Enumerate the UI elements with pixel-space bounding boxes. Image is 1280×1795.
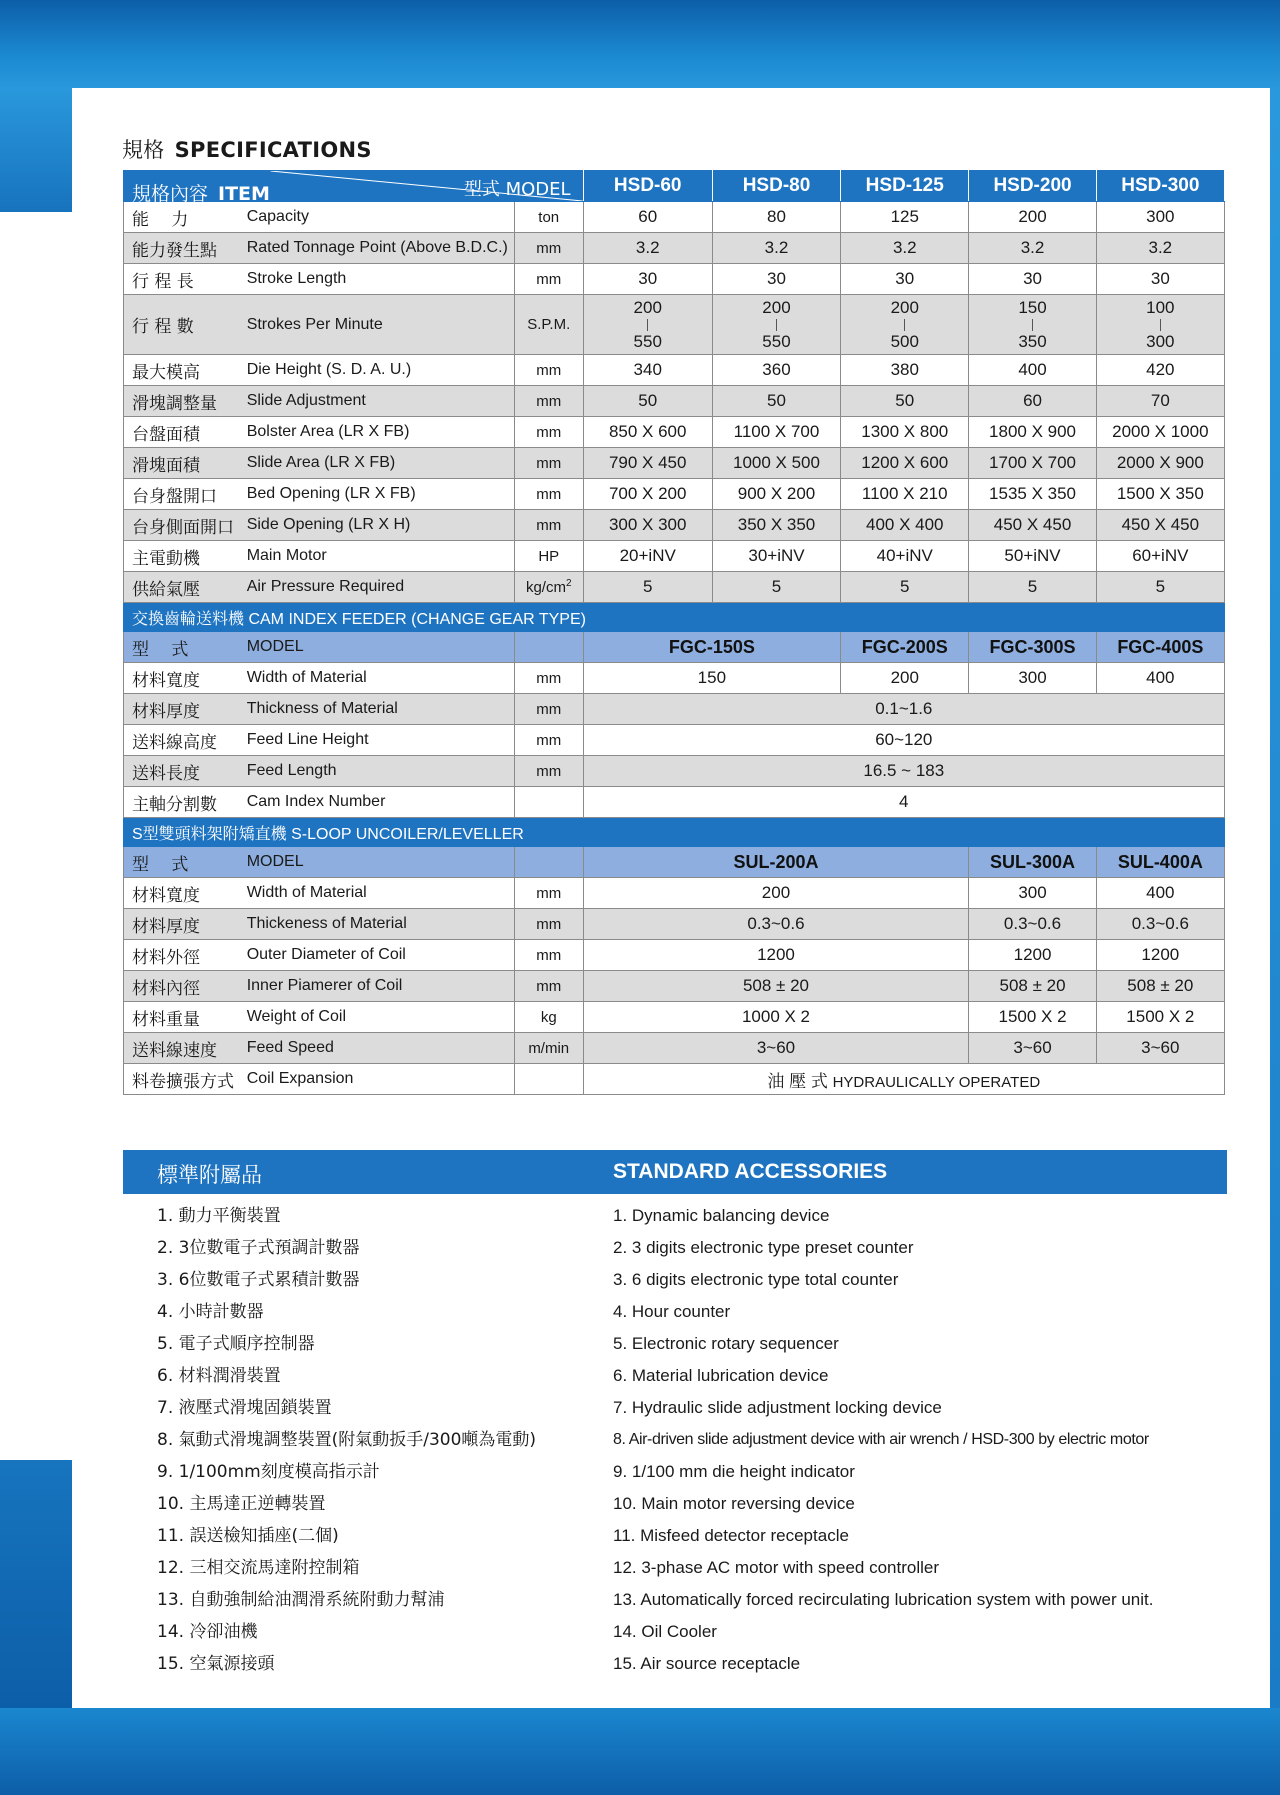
row-unit [514,355,583,386]
range-max: 300 [1146,331,1175,351]
model-header-cell: HSD-125 [841,171,969,202]
row-unit [514,510,583,541]
spec-row [124,479,1225,510]
value-cell: 50 [712,386,840,417]
row-label-zh: 能力發生點 [124,233,243,264]
accessory-item: 10. 主馬達正逆轉裝置 [157,1494,326,1514]
spec-row [124,1033,1225,1064]
value-cell: 60+iNV [1096,541,1224,572]
range-max: 550 [633,331,662,351]
table-header-row [124,171,1225,202]
row-unit: mm [514,694,583,725]
unit-text: mm [536,485,562,503]
row-label-en: Main Motor [243,541,515,572]
value-zh: 油 壓 式 [767,1071,828,1091]
row-label-en: Width of Material [243,663,515,694]
unit-text: ton [538,208,560,226]
row-unit [514,632,583,663]
row-label-zh: 型 式 [124,847,243,878]
spec-row [124,202,1225,233]
row-label-en: Weight of Coil [243,1002,515,1033]
value-cell: 3.2 [969,233,1096,264]
model-name-cell: FGC-150S [583,632,841,663]
row-label-zh: 供給氣壓 [124,572,243,603]
row-unit [514,386,583,417]
row-label-en: Feed Speed [243,1033,515,1064]
value-cell: 508 ± 20 [969,971,1096,1002]
model-header-cell: HSD-60 [583,171,712,202]
row-label-en: Bolster Area (LR X FB) [243,417,515,448]
value-cell: 5 [969,572,1096,603]
accessory-item: 13. Automatically forced recirculating lubrication system with power unit. [613,1590,1154,1609]
value-cell: 50+iNV [969,541,1096,572]
accessory-item: 3. 6位數電子式累積計數器 [157,1270,360,1290]
range-stack [1097,299,1224,351]
value-cell: 40+iNV [841,541,969,572]
value-cell: 1100 X 700 [712,417,840,448]
row-label-en: Capacity [243,202,515,233]
specifications-title-en: SPECIFICATIONS [174,138,372,162]
row-label-en: Rated Tonnage Point (Above B.D.C.) [243,233,515,264]
accessory-item: 7. Hydraulic slide adjustment locking device [613,1398,942,1417]
uncoiler-section-title: S型雙頭料架附矯直機 S-LOOP UNCOILER/LEVELLER [124,818,1225,847]
accessory-item: 15. Air source receptacle [613,1654,801,1673]
row-label-zh: 材料內徑 [124,971,243,1002]
value-cell: 340 [583,355,712,386]
unit-text: mm [536,392,562,410]
row-label-zh: 材料寬度 [124,663,243,694]
row-label-en: Strokes Per Minute [243,295,515,355]
value-cell: 300 [969,878,1096,909]
accessory-item: 8. Air-driven slide adjustment device with air wrench / HSD-300 by electric motor [613,1431,1149,1448]
row-label-en: Thickeness of Material [243,909,515,940]
spec-row [124,355,1225,386]
row-label-zh: 行 程 長 [124,264,243,295]
model-name-cell: FGC-200S [841,632,969,663]
spec-row [124,541,1225,572]
spec-row [124,940,1225,971]
unit-text: mm [536,423,562,441]
spec-row [124,264,1225,295]
row-label-zh: 材料重量 [124,1002,243,1033]
row-label-zh: 台身側面開口 [124,510,243,541]
value-cell: 2000 X 900 [1096,448,1224,479]
model-name-cell: FGC-400S [1096,632,1224,663]
value-cell: 450 X 450 [1096,510,1224,541]
row-label-zh: 滑塊面積 [124,448,243,479]
bottom-banner [0,1708,1280,1795]
row-unit [514,572,583,603]
value-cell: 70 [1096,386,1224,417]
value-cell: 1200 [583,940,969,971]
accessory-item: 15. 空氣源接頭 [157,1654,275,1674]
accessory-item: 8. 氣動式滑塊調整裝置(附氣動扳手/300噸為電動) [157,1430,537,1450]
row-unit: kg [514,1002,583,1033]
unit-text: kg/cm [525,579,566,596]
row-label-en: Bed Opening (LR X FB) [243,479,515,510]
model-label: 型式 MODEL [463,179,571,200]
value-cell: 1500 X 2 [969,1002,1096,1033]
accessory-item: 9. 1/100mm刻度模高指示計 [157,1462,380,1482]
value-cell: 60 [583,202,712,233]
spec-row [124,725,1225,756]
accessory-item: 11. 誤送檢知插座(二個) [157,1526,339,1546]
value-cell: 1200 X 600 [841,448,969,479]
row-label-en: Side Opening (LR X H) [243,510,515,541]
row-unit: mm [514,909,583,940]
row-label-zh: 送料線高度 [124,725,243,756]
row-unit [514,233,583,264]
range-min: 100 [1146,297,1175,317]
value-cell: 508 ± 20 [583,971,969,1002]
spec-row [124,971,1225,1002]
value-cell: 850 X 600 [583,417,712,448]
model-name-cell: FGC-300S [969,632,1096,663]
item-model-header [124,171,584,205]
value-cell: 3.2 [841,233,969,264]
value-cell: 16.5 ~ 183 [583,756,1224,787]
right-edge-bar [1270,88,1280,1708]
range-max: 500 [890,331,919,351]
unit-text: mm [536,270,562,288]
row-label-zh: 最大模高 [124,355,243,386]
value-cell: 1000 X 500 [712,448,840,479]
value-cell: 5 [841,572,969,603]
spec-row [124,417,1225,448]
value-cell: 60 [969,386,1096,417]
spec-row [124,694,1225,725]
row-label-en: Outer Diameter of Coil [243,940,515,971]
range-cell [1096,295,1224,355]
value-cell: 420 [1096,355,1224,386]
value-cell: 790 X 450 [583,448,712,479]
value-cell: 1700 X 700 [969,448,1096,479]
value-cell: 3~60 [969,1033,1096,1064]
row-label-zh: 送料線速度 [124,1033,243,1064]
value-cell: 900 X 200 [712,479,840,510]
row-unit: mm [514,756,583,787]
range-stack [969,299,1095,351]
model-header-cell: HSD-200 [969,171,1096,202]
accessory-item: 5. 電子式順序控制器 [157,1334,315,1354]
unit-superscript: 2 [565,578,572,589]
value-cell: 4 [583,787,1224,818]
row-label-zh: 台身盤開口 [124,479,243,510]
item-label-en: ITEM [218,183,270,205]
row-label-zh: 材料外徑 [124,940,243,971]
unit-text: mm [536,454,562,472]
value-cell: 1000 X 2 [583,1002,969,1033]
accessory-item: 1. 動力平衡裝置 [157,1206,281,1226]
accessory-item: 6. 材料潤滑裝置 [157,1366,281,1386]
row-label-zh: 主軸分割數 [124,787,243,818]
range-cell [712,295,840,355]
value-cell: 700 X 200 [583,479,712,510]
model-name-cell: SUL-300A [969,847,1096,878]
spec-row [124,878,1225,909]
value-cell: 400 [969,355,1096,386]
spec-row [124,386,1225,417]
spec-row [124,572,1225,603]
row-unit [514,264,583,295]
specifications-title [122,134,372,164]
value-cell: 1200 [1096,940,1224,971]
left-accent-bar-bottom [0,1460,72,1710]
value-cell: 450 X 450 [969,510,1096,541]
item-label-zh: 規格內容 [132,183,209,205]
row-label-zh: 型 式 [124,632,243,663]
row-label-en: Inner Piamerer of Coil [243,971,515,1002]
value-cell: 350 X 350 [712,510,840,541]
model-header-cell: HSD-300 [1096,171,1224,202]
value-cell: 200 [969,202,1096,233]
row-label-en: Air Pressure Required [243,572,515,603]
value-cell: 50 [583,386,712,417]
value-cell: 1500 X 350 [1096,479,1224,510]
value-cell: 1200 [969,940,1096,971]
value-cell: 400 [1096,663,1224,694]
accessories-header [123,1150,1227,1194]
range-min: 200 [762,297,791,317]
accessory-item: 6. Material lubrication device [613,1366,829,1385]
row-unit: mm [514,725,583,756]
row-unit [514,787,583,818]
value-cell: 508 ± 20 [1096,971,1224,1002]
value-cell: 400 X 400 [841,510,969,541]
value-cell: 1800 X 900 [969,417,1096,448]
row-unit: mm [514,940,583,971]
accessory-item: 12. 3-phase AC motor with speed controller [613,1558,940,1577]
range-divider [1032,319,1033,331]
value-cell: 380 [841,355,969,386]
row-label-zh: 料卷擴張方式 [124,1064,243,1095]
value-cell: 30 [841,264,969,295]
accessory-item: 4. 小時計數器 [157,1302,264,1322]
range-divider [647,319,648,331]
value-cell: 5 [712,572,840,603]
row-unit: mm [514,971,583,1002]
model-row [124,632,1225,663]
unit-text: mm [536,239,562,257]
unit-text: HP [538,547,560,565]
row-label-en: Stroke Length [243,264,515,295]
range-cell [583,295,712,355]
accessories-title-en: STANDARD ACCESSORIES [613,1160,888,1183]
value-cell: 5 [583,572,712,603]
range-stack [713,299,840,351]
range-min: 150 [1018,297,1047,317]
value-cell: 0.3~0.6 [583,909,969,940]
value-cell: 300 [969,663,1096,694]
accessory-item: 12. 三相交流馬達附控制箱 [157,1558,360,1578]
range-min: 200 [633,297,662,317]
range-min: 200 [890,297,919,317]
value-cell: 150 [583,663,841,694]
value-cell: 3.2 [712,233,840,264]
row-unit [514,541,583,572]
specifications-table [123,170,1225,1095]
value-cell: 0.3~0.6 [1096,909,1224,940]
model-name-cell: SUL-200A [583,847,969,878]
accessories-list-en [613,1202,1153,1682]
model-row [124,847,1225,878]
row-label-zh: 能 力 [124,202,243,233]
value-cell: 80 [712,202,840,233]
accessory-item: 3. 6 digits electronic type total counter [613,1270,899,1289]
value-cell: 3~60 [1096,1033,1224,1064]
spec-row [124,756,1225,787]
row-label-en: Feed Line Height [243,725,515,756]
uncoiler-section [124,818,1225,847]
row-label-zh: 主電動機 [124,541,243,572]
row-label-en: Die Height (S. D. A. U.) [243,355,515,386]
accessory-item: 13. 自動強制給油潤滑系統附動力幫浦 [157,1590,445,1610]
value-cell: 360 [712,355,840,386]
value-cell: 30 [712,264,840,295]
row-unit [514,479,583,510]
row-unit: m/min [514,1033,583,1064]
accessory-item: 2. 3 digits electronic type preset counter [613,1238,914,1257]
accessory-item: 5. Electronic rotary sequencer [613,1334,839,1353]
accessories-list-zh [157,1202,536,1682]
value-cell: 0.1~1.6 [583,694,1224,725]
value-cell: 30+iNV [712,541,840,572]
value-en: HYDRAULICALLY OPERATED [832,1073,1041,1091]
value-cell: 30 [969,264,1096,295]
value-cell: 400 [1096,878,1224,909]
row-unit [514,295,583,355]
accessory-item: 9. 1/100 mm die height indicator [613,1462,855,1481]
row-label-en: Coil Expansion [243,1064,515,1095]
unit-text: mm [536,361,562,379]
value-cell: 125 [841,202,969,233]
spec-row [124,663,1225,694]
unit-text: S.P.M. [527,316,571,333]
left-accent-bar-top [0,88,72,212]
row-label-zh: 材料厚度 [124,909,243,940]
spec-row [124,510,1225,541]
value-cell: 1100 X 210 [841,479,969,510]
range-stack [841,299,968,351]
feeder-section-title: 交換齒輪送料機 CAM INDEX FEEDER (CHANGE GEAR TYPE) [124,603,1225,632]
spec-row [124,1064,1225,1095]
value-cell: 3.2 [1096,233,1224,264]
range-divider [1160,319,1161,331]
range-cell [841,295,969,355]
spec-row [124,295,1225,355]
value-cell: 30 [1096,264,1224,295]
row-unit [514,448,583,479]
row-label-en: Thickness of Material [243,694,515,725]
value-cell: 3.2 [583,233,712,264]
row-unit: mm [514,663,583,694]
range-stack [584,299,712,351]
row-label-en: MODEL [243,847,515,878]
value-cell: 1300 X 800 [841,417,969,448]
value-cell: 1500 X 2 [1096,1002,1224,1033]
row-label-zh: 材料厚度 [124,694,243,725]
row-unit [514,202,583,233]
row-unit [514,1064,583,1095]
value-cell: 300 [1096,202,1224,233]
row-label-en: Cam Index Number [243,787,515,818]
row-unit: mm [514,878,583,909]
value-cell: 3~60 [583,1033,969,1064]
unit-text: mm [536,516,562,534]
value-cell: 1535 X 350 [969,479,1096,510]
range-divider [904,319,905,331]
item-label [132,179,270,206]
accessories-title-zh: 標準附屬品 [157,1163,262,1187]
row-label-en: Width of Material [243,878,515,909]
spec-row [124,909,1225,940]
spec-row [124,1002,1225,1033]
spec-row [124,233,1225,264]
range-max: 350 [1018,331,1047,351]
accessory-item: 1. Dynamic balancing device [613,1206,830,1225]
accessory-item: 7. 液壓式滑塊固鎖裝置 [157,1398,332,1418]
row-label-zh: 滑塊調整量 [124,386,243,417]
accessory-item: 11. Misfeed detector receptacle [613,1526,849,1545]
range-max: 550 [762,331,791,351]
accessory-item: 10. Main motor reversing device [613,1494,855,1513]
model-name-cell: SUL-400A [1096,847,1224,878]
specifications-title-zh: 規格 [122,138,165,162]
value-cell: 300 X 300 [583,510,712,541]
value-cell: 200 [583,878,969,909]
top-banner [0,0,1280,88]
row-label-zh: 材料寬度 [124,878,243,909]
feeder-section [124,603,1225,632]
spec-row [124,787,1225,818]
value-cell: 2000 X 1000 [1096,417,1224,448]
value-cell: 5 [1096,572,1224,603]
row-label-zh: 送料長度 [124,756,243,787]
value-cell: 0.3~0.6 [969,909,1096,940]
range-cell [969,295,1096,355]
row-label-zh: 台盤面積 [124,417,243,448]
value-cell: 30 [583,264,712,295]
accessory-item: 14. 冷卻油機 [157,1622,258,1642]
value-cell: 200 [841,663,969,694]
row-label-en: Slide Area (LR X FB) [243,448,515,479]
value-cell: 50 [841,386,969,417]
row-label-en: MODEL [243,632,515,663]
model-header-cell: HSD-80 [712,171,840,202]
row-label-en: Slide Adjustment [243,386,515,417]
value-cell: 60~120 [583,725,1224,756]
value-cell: 20+iNV [583,541,712,572]
range-divider [776,319,777,331]
value-cell [583,1064,1224,1095]
row-unit [514,417,583,448]
accessory-item: 2. 3位數電子式預調計數器 [157,1238,360,1258]
row-unit [514,847,583,878]
row-label-zh: 行 程 數 [124,295,243,355]
accessory-item: 4. Hour counter [613,1302,731,1321]
spec-row [124,448,1225,479]
accessory-item: 14. Oil Cooler [613,1622,717,1641]
row-label-en: Feed Length [243,756,515,787]
